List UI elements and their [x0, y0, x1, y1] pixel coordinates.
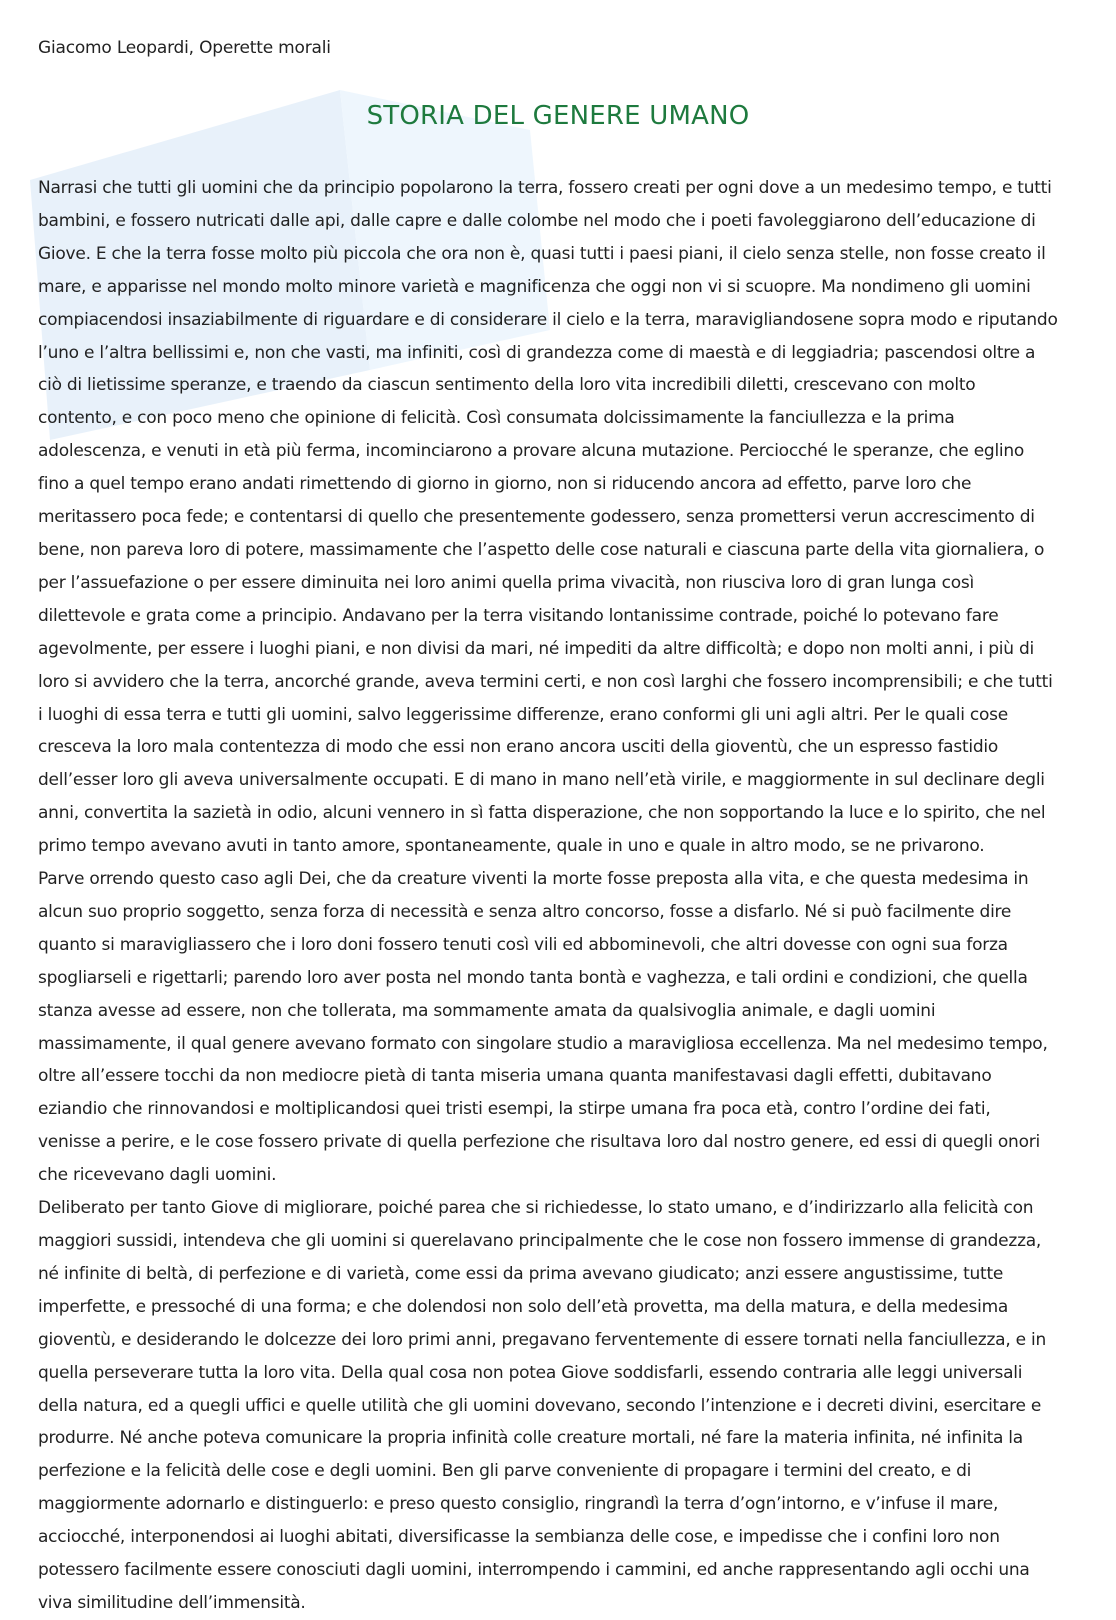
paragraph-3: Deliberato per tanto Giove di migliorare, poiché parea che si richiedesse, lo stato umano, e d’indirizzarlo alla felicità con maggiori sussidi, intendeva che gli uomini si querelavano principalmente che le cose non fossero immense di grandezza, né infinite di beltà, di perfezione e di varietà, come essi da prima avevano giudicato; anzi essere angustissime, tutte imperfette, e pressoché di una forma; e che dolendosi non solo dell’età provetta, ma della matura, e della medesima gioventù, e desiderando le dolcezze dei loro primi anni, pregavano ferventemente di essere tornati nella fanciullezza, e in quella perseverare tutta la loro vita. Della qual cosa non potea Giove soddisfarli, essendo contraria alle leggi universali della natura, ed a quegli uffici e quelle utilità che gli uomini dovevano, secondo l’intenzione e i decreti divini, esercitare e produrre. Né anche poteva comunicare la propria infinità colle creature mortali, né fare la materia infinita, né infinita la perfezione e la felicità delle cose e degli uomini. Ben gli parve conveniente di propagare i termini del creato, e di maggiormente adornarlo e distinguerlo: e preso questo consiglio, ringrandì la terra d’ogn’intorno, e v’infuse il mare, acciocché, interponendosi ai luoghi abitati, diversificasse la sembianza delle cose, e impedisse che i confini loro non potessero facilmente essere conosciuti dagli uomini, interrompendo i cammini, ed anche rappresentando agli occhi una viva similitudine dell’immensità.: [38, 1198, 1046, 1613]
paragraph-1: Narrasi che tutti gli uomini che da principio popolarono la terra, fossero creati per ogni dove a un medesimo tempo, e tutti bambini, e fossero nutricati dalle api, dalle capre e dalle colombe nel modo che i poeti favoleggiarono dell’educazione di Giove. E che la terra fosse molto più piccola che ora non è, quasi tutti i paesi piani, il cielo senza stelle, non fosse creato il mare, e apparisse nel mondo molto minore varietà e magnificenza che oggi non vi si scuopre. Ma nondimeno gli uomini compiacendosi insaziabilmente di riguardare e di considerare il cielo e la terra, maravigliandosene sopra modo e riputando l’uno e l’altra bellissimi e, non che vasti, ma infiniti, così di grandezza come di maestà e di leggiadria; pascendosi oltre a ciò di lietissime speranze, e traendo da ciascun sentimento della loro vita incredibili diletti, crescevano con molto contento, e con poco meno che opinione di felicità. Così consumata dolcissimamente la fanciullezza e la prima adolescenza, e venuti in età più ferma, incominciarono a provare alcuna mutazione. Perciocché le speranze, che eglino fino a quel tempo erano andati rimettendo di giorno in giorno, non si riducendo ancora ad effetto, parve loro che meritassero poca fede; e contentarsi di quello che presentemente godessero, senza promettersi verun accrescimento di bene, non pareva loro di potere, massimamente che l’aspetto delle cose naturali e ciascuna parte della vita giornaliera, o per l’assuefazione o per essere diminuita nei loro animi quella prima vivacità, non riusciva loro di gran lunga così dilettevole e grata come a principio. Andavano per la terra visitando lontanissime contrade, poiché lo potevano fare agevolmente, per essere i luoghi piani, e non divisi da mari, né impediti da altre difficoltà; e dopo non molti anni, i più di loro si avvidero che la terra, ancorché grande, aveva termini certi, e non così larghi che fossero incomprensibili; e che tutti i luoghi di essa terra e tutti gli uomini, salvo leggerissime differenze, erano conformi gli uni agli altri. Per le quali cose cresceva la loro mala contentezza di modo che essi non erano ancora usciti della gioventù, che un espresso fastidio dell’esser loro gli aveva universalmente occupati. E di mano in mano nell’età virile, e maggiormente in sul declinare degli anni, convertita la sazietà in odio, alcuni vennero in sì fatta disperazione, che non sopportando la luce e lo spirito, che nel primo tempo avevano avuti in tanto amore, spontaneamente, quale in uno e quale in altro modo, se ne privarono.: [38, 178, 1058, 857]
paragraph-2: Parve orrendo questo caso agli Dei, che da creature viventi la morte fosse preposta alla vita, e che questa medesima in alcun suo proprio soggetto, senza forza di necessità e senza altro concorso, fosse a disfarlo. Né si può facilmente dire quanto si maravigliassero che i loro doni fossero tenuti così vili ed abbominevoli, che altri dovesse con ogni sua forza spogliarseli e rigettarli; parendo loro aver posta nel mondo tanta bontà e vaghezza, e tali ordini e condizioni, che quella stanza avesse ad essere, non che tollerata, ma sommamente amata da qualsivoglia animale, e dagli uomini massimamente, il qual genere avevano formato con singolare studio a maravigliosa eccellenza. Ma nel medesimo tempo, oltre all’essere tocchi da non mediocre pietà di tanta miseria umana quanta manifestavasi dagli effetti, dubitavano eziandio che rinnovandosi e moltiplicandosi quei tristi esempi, la stirpe umana fra poca età, contro l’ordine dei fati, venisse a perire, e le cose fossero private di quella perfezione che risultava loro dal nostro genere, ed essi di quegli onori che ricevevano dagli uomini.: [38, 869, 1048, 1186]
document-body: [38, 172, 1058, 1620]
document-header: Giacomo Leopardi, Operette morali: [38, 38, 331, 58]
page-title: STORIA DEL GENERE UMANO: [366, 101, 750, 131]
